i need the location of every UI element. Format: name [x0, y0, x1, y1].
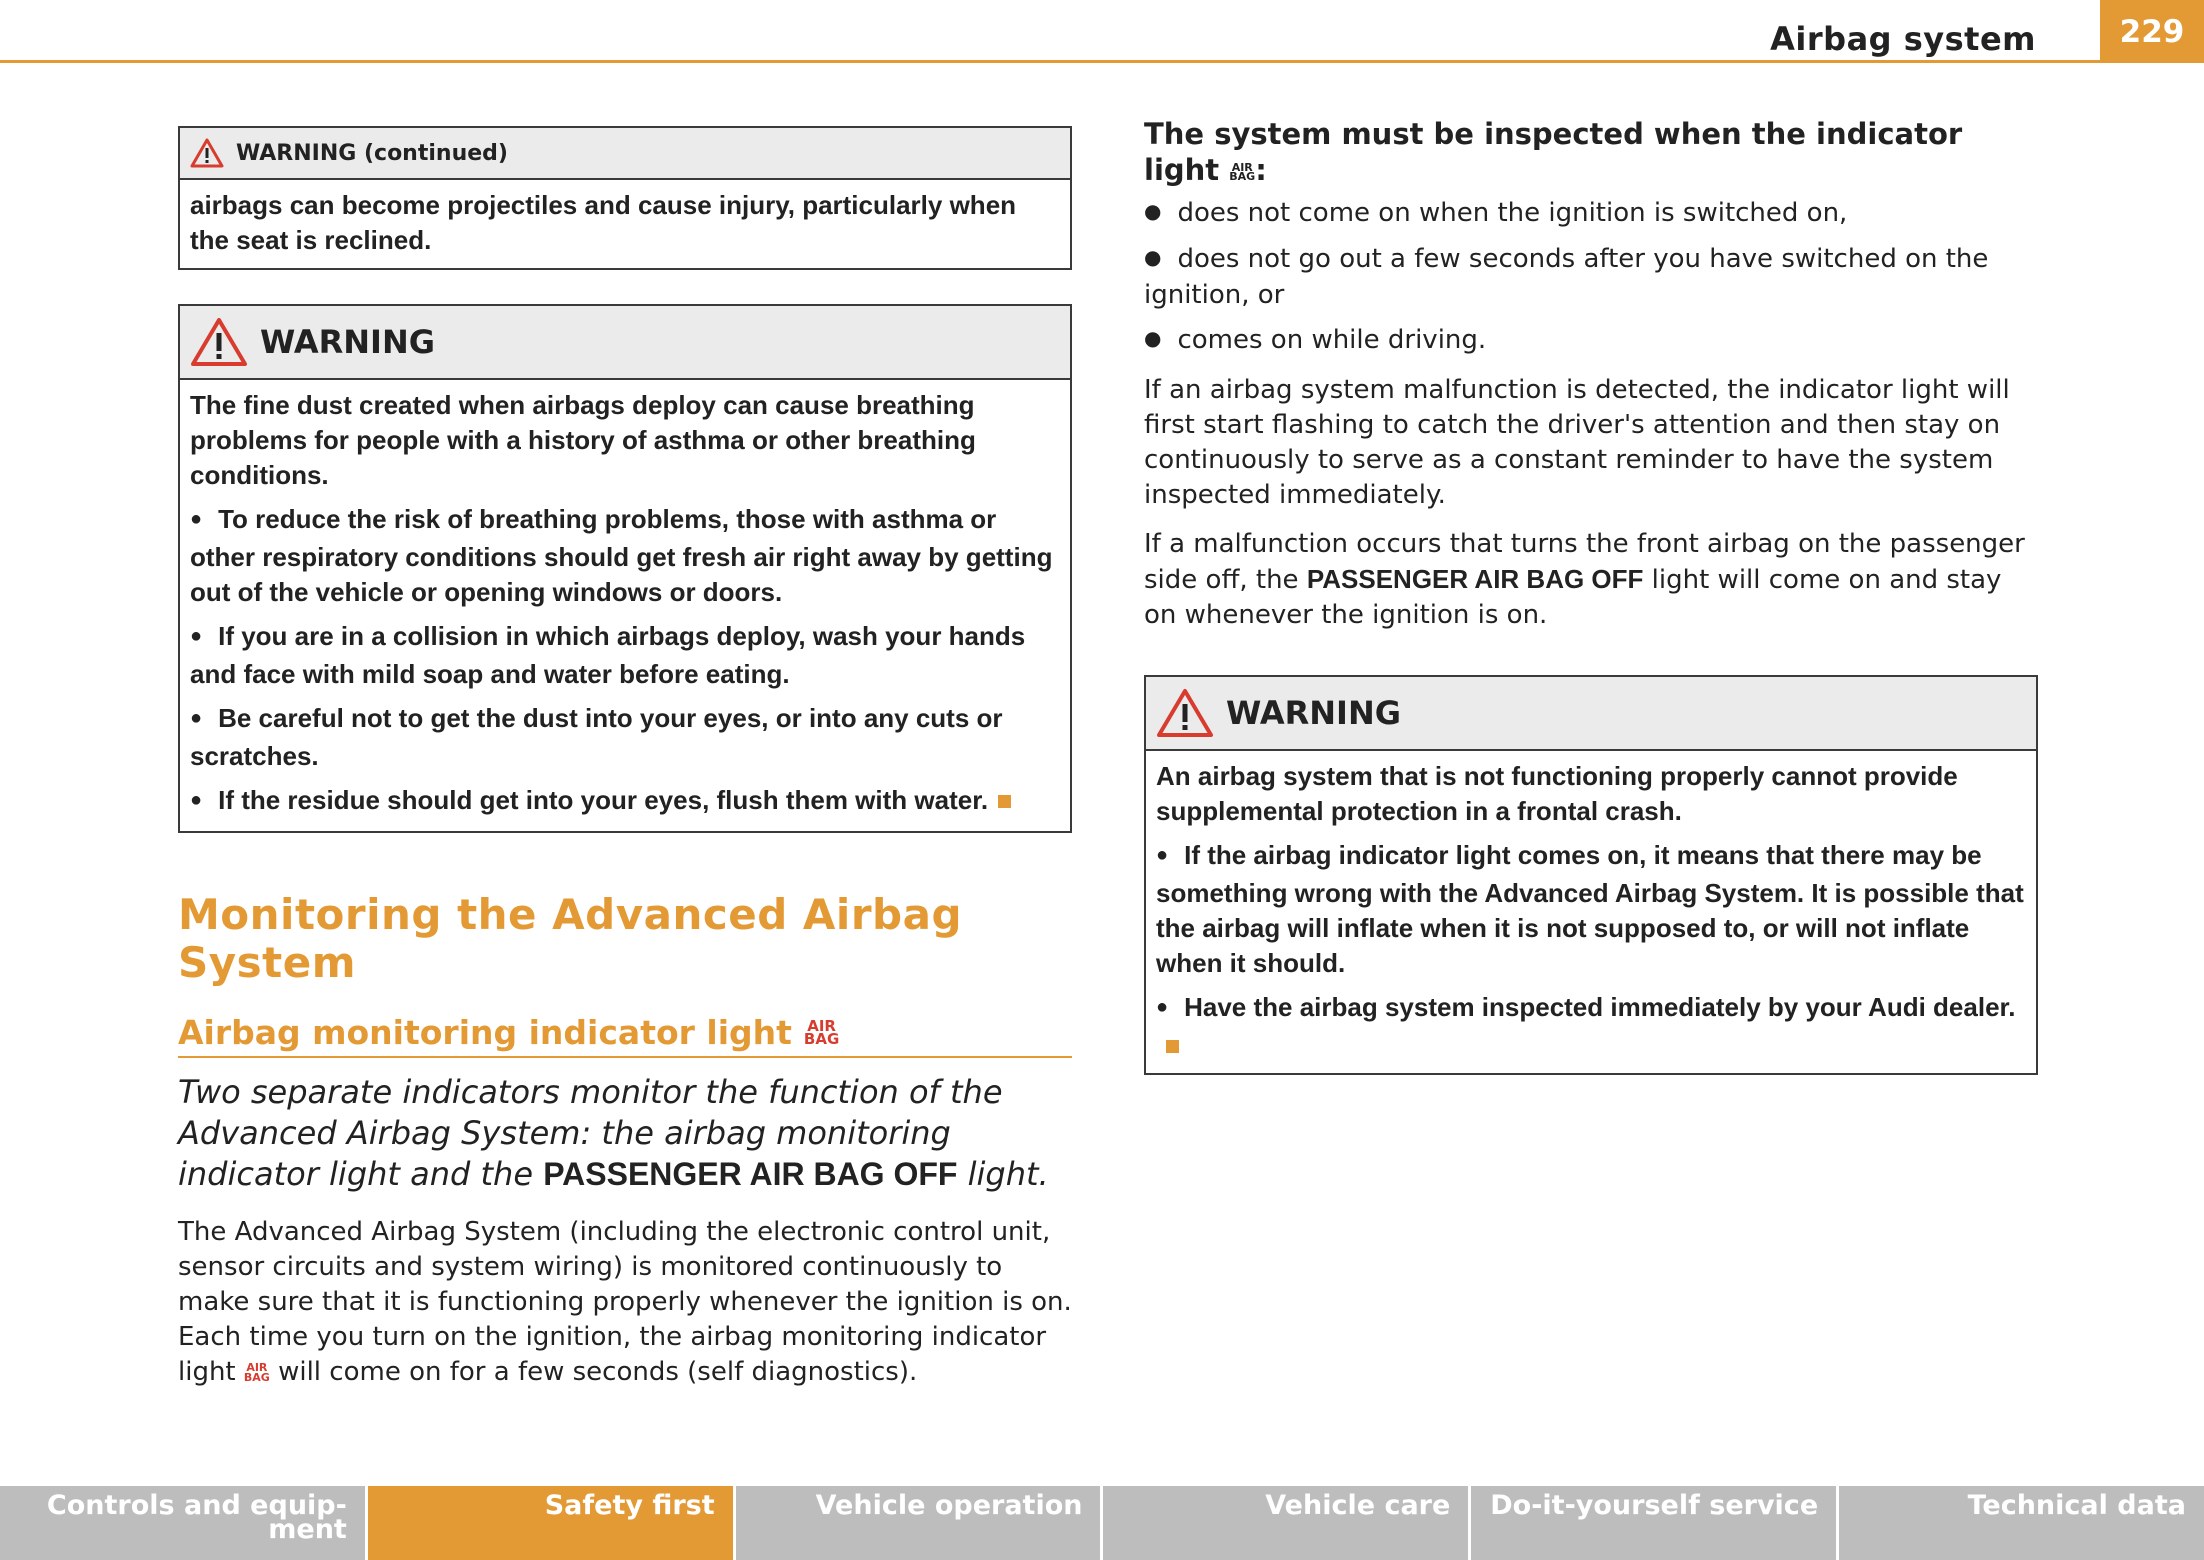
body-paragraph: The Advanced Airbag System (including the electronic control unit, sensor circuits and system wiring) is monitored continuously to make sure that it is functioning properly whenever the ignition is on. Each time you turn on the ignition, the airbag monitoring indicator light AIR BAG will come on for a few seconds (self diagnostics).	[178, 1217, 1072, 1387]
warning-continued-text: airbags can become projectiles and cause injury, particularly when the seat is reclined.	[190, 190, 1017, 255]
warning-malfunction-body	[1146, 751, 2036, 1073]
section-title: Monitoring the Advanced Airbag System	[178, 890, 963, 987]
warning-dust-bullet: ● If the residue should get into your eyes, flush them with water.	[190, 783, 1060, 821]
warning-continued-box	[178, 126, 1072, 270]
footer-tab-diy-service[interactable]: Do-it-yourself service	[1471, 1486, 1839, 1560]
warning-triangle-icon	[190, 316, 248, 368]
inspection-heading: The system must be inspected when the indicator light AIR BAG :	[1144, 117, 1963, 187]
warning-dust-bullet: ● Be careful not to get the dust into your eyes, or into any cuts or scratches.	[190, 701, 1060, 774]
warning-triangle-icon	[1156, 687, 1214, 739]
warning-dust-bullet: ● To reduce the risk of breathing problems, those with asthma or other respiratory conditions should get fresh air right away by getting out of the vehicle or opening windows or doors.	[190, 502, 1060, 610]
sub-title-text: Airbag monitoring indicator light	[178, 1013, 792, 1052]
inspection-list-item: ● does not come on when the ignition is switched on,	[1144, 196, 2038, 232]
warning-malfunction-label: WARNING	[1226, 694, 1401, 732]
warning-continued-body	[180, 180, 1070, 268]
footer-tab-technical-data[interactable]: Technical data	[1839, 1486, 2204, 1560]
airbag-indicator-icon: AIR BAG	[243, 1361, 270, 1384]
footer-tab-safety-first[interactable]: Safety first	[368, 1486, 736, 1560]
warning-dust-header	[180, 306, 1070, 380]
warning-dust-intro: The fine dust created when airbags deploy can cause breathing problems for people with a history of asthma or other breathing conditions.	[190, 390, 976, 490]
inspection-list-item: ● does not go out a few seconds after you have switched on the ignition, or	[1144, 242, 2038, 313]
intro-paragraph: Two separate indicators monitor the function of the Advanced Airbag System: the airbag monitoring indicator light and the PASSENGER AIR BAG OFF light.	[178, 1073, 1049, 1193]
inspection-list-item: ● comes on while driving.	[1144, 323, 2038, 359]
warning-malfunction-bullet: ● Have the airbag system inspected immediately by your Audi dealer.	[1156, 990, 2026, 1063]
warning-malfunction-intro: An airbag system that is not functioning properly cannot provide supplemental protection in a frontal crash.	[1156, 761, 1958, 826]
warning-continued-header	[180, 128, 1070, 180]
footer-nav	[0, 1486, 2204, 1560]
warning-continued-label: WARNING (continued)	[236, 140, 508, 166]
end-of-section-marker	[998, 795, 1011, 808]
inspection-list	[1144, 196, 2038, 359]
footer-tab-vehicle-operation[interactable]: Vehicle operation	[736, 1486, 1104, 1560]
passenger-airbag-off-term: PASSENGER AIR BAG OFF	[1306, 564, 1644, 594]
left-column	[178, 126, 1072, 1390]
malfunction-paragraph: If an airbag system malfunction is detected, the indicator light will first start flashing to catch the driver's attention and then stay on continuously to serve as a constant reminder to have the system inspected immediately.	[1144, 375, 2010, 510]
passenger-airbag-off-term: PASSENGER AIR BAG OFF	[543, 1156, 958, 1192]
footer-tab-vehicle-care[interactable]: Vehicle care	[1103, 1486, 1471, 1560]
header-rule	[0, 60, 2100, 63]
end-of-section-marker	[1166, 1040, 1179, 1053]
warning-malfunction-header	[1146, 677, 2036, 751]
warning-dust-box	[178, 304, 1072, 833]
page-number: 229	[2100, 0, 2204, 63]
warning-malfunction-box	[1144, 675, 2038, 1075]
airbag-indicator-icon: AIR BAG	[1229, 160, 1256, 183]
sub-title	[178, 1013, 1072, 1058]
footer-tab-controls[interactable]: Controls and equip- ment	[0, 1486, 368, 1560]
warning-dust-label: WARNING	[260, 323, 435, 361]
warning-dust-body	[180, 380, 1070, 831]
warning-malfunction-bullet: ● If the airbag indicator light comes on, it means that there may be something wrong with the Advanced Airbag System. It is possible that the airbag will inflate when it is not supposed to, or will not inflate when it should.	[1156, 838, 2026, 981]
warning-triangle-icon	[190, 138, 224, 168]
warning-dust-bullet: ● If you are in a collision in which airbags deploy, wash your hands and face with mild soap and water before eating.	[190, 619, 1060, 692]
page-header-title: Airbag system	[1770, 20, 2036, 58]
right-column	[1144, 116, 2038, 1075]
airbag-indicator-icon: AIR BAG	[803, 1016, 840, 1048]
passenger-airbag-paragraph: If a malfunction occurs that turns the front airbag on the passenger side off, the PASSENGER AIR BAG OFF light will come on and stay on whenever the ignition is on.	[1144, 529, 2025, 630]
